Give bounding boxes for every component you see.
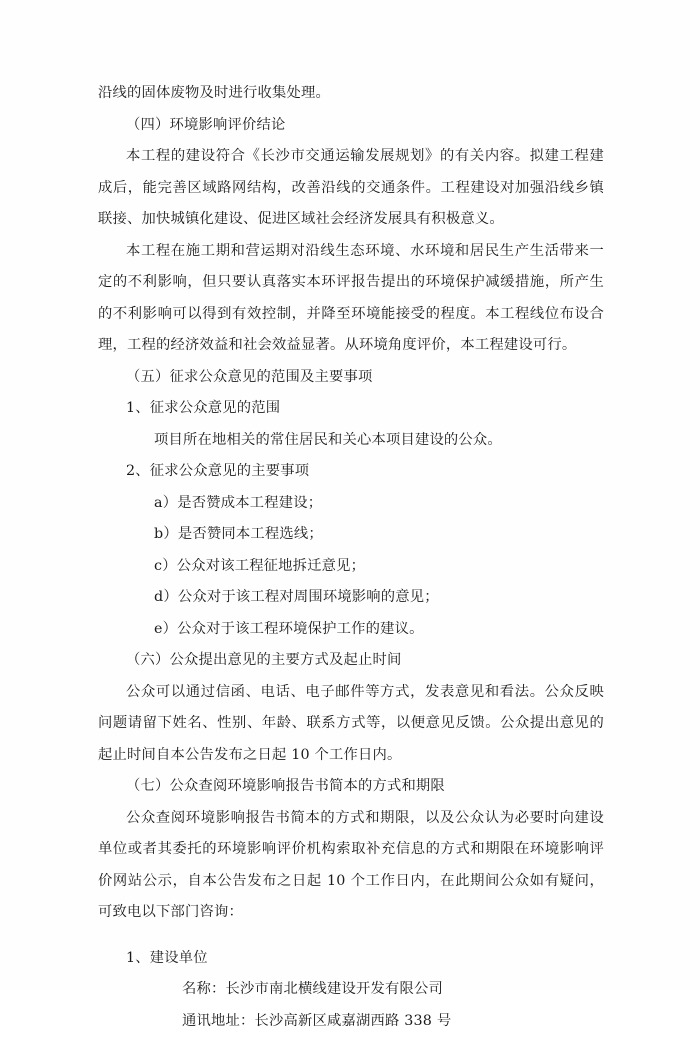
document-paragraph: 名称：长沙市南北横线建设开发有限公司	[98, 974, 604, 1006]
document-body	[98, 78, 604, 1037]
document-paragraph: （六）公众提出意见的主要方式及起止时间	[98, 645, 604, 677]
document-paragraph: （四）环境影响评价结论	[98, 110, 604, 142]
document-paragraph: （五）征求公众意见的范围及主要事项	[98, 362, 604, 394]
document-paragraph: 公众查阅环境影响报告书简本的方式和期限，以及公众认为必要时向建设单位或者其委托的环境影响评价机构索取补充信息的方式和期限在环境影响评价网站公示，自本公告发布之日起 10 个工作日内，在此期间公众如有疑问，可致电以下部门咨询：	[98, 803, 604, 929]
document-paragraph: b）是否赞同本工程选线；	[98, 519, 604, 551]
document-paragraph: 本工程在施工期和营运期对沿线生态环境、水环境和居民生产生活带来一定的不利影响，但只要认真落实本环评报告提出的环境保护减缓措施，所产生的不利影响可以得到有效控制，并降至环境能接受的程度。本工程线位布设合理，工程的经济效益和社会效益显著。从环境角度评价，本工程建设可行。	[98, 236, 604, 362]
document-paragraph: d）公众对于该工程对周围环境影响的意见；	[98, 582, 604, 614]
document-paragraph: c）公众对该工程征地拆迁意见；	[98, 551, 604, 583]
document-paragraph: 通讯地址：长沙高新区咸嘉湖西路 338 号	[98, 1006, 604, 1037]
document-paragraph: 1、建设单位	[98, 943, 604, 975]
document-paragraph: 1、征求公众意见的范围	[98, 393, 604, 425]
document-paragraph: 沿线的固体废物及时进行收集处理。	[98, 78, 604, 110]
document-paragraph: （七）公众查阅环境影响报告书简本的方式和期限	[98, 771, 604, 803]
document-paragraph: e）公众对于该工程环境保护工作的建议。	[98, 614, 604, 646]
paragraph-spacer	[98, 929, 604, 943]
document-paragraph: 本工程的建设符合《长沙市交通运输发展规划》的有关内容。拟建工程建成后，能完善区域路网结构，改善沿线的交通条件。工程建设对加强沿线乡镇联接、加快城镇化建设、促进区域社会经济发展具有积极意义。	[98, 141, 604, 236]
document-paragraph: a）是否赞成本工程建设；	[98, 488, 604, 520]
document-paragraph: 项目所在地相关的常住居民和关心本项目建设的公众。	[98, 425, 604, 457]
document-paragraph: 2、征求公众意见的主要事项	[98, 456, 604, 488]
document-paragraph: 公众可以通过信函、电话、电子邮件等方式，发表意见和看法。公众反映问题请留下姓名、性别、年龄、联系方式等，以便意见反馈。公众提出意见的起止时间自本公告发布之日起 10 个工作日内。	[98, 677, 604, 772]
